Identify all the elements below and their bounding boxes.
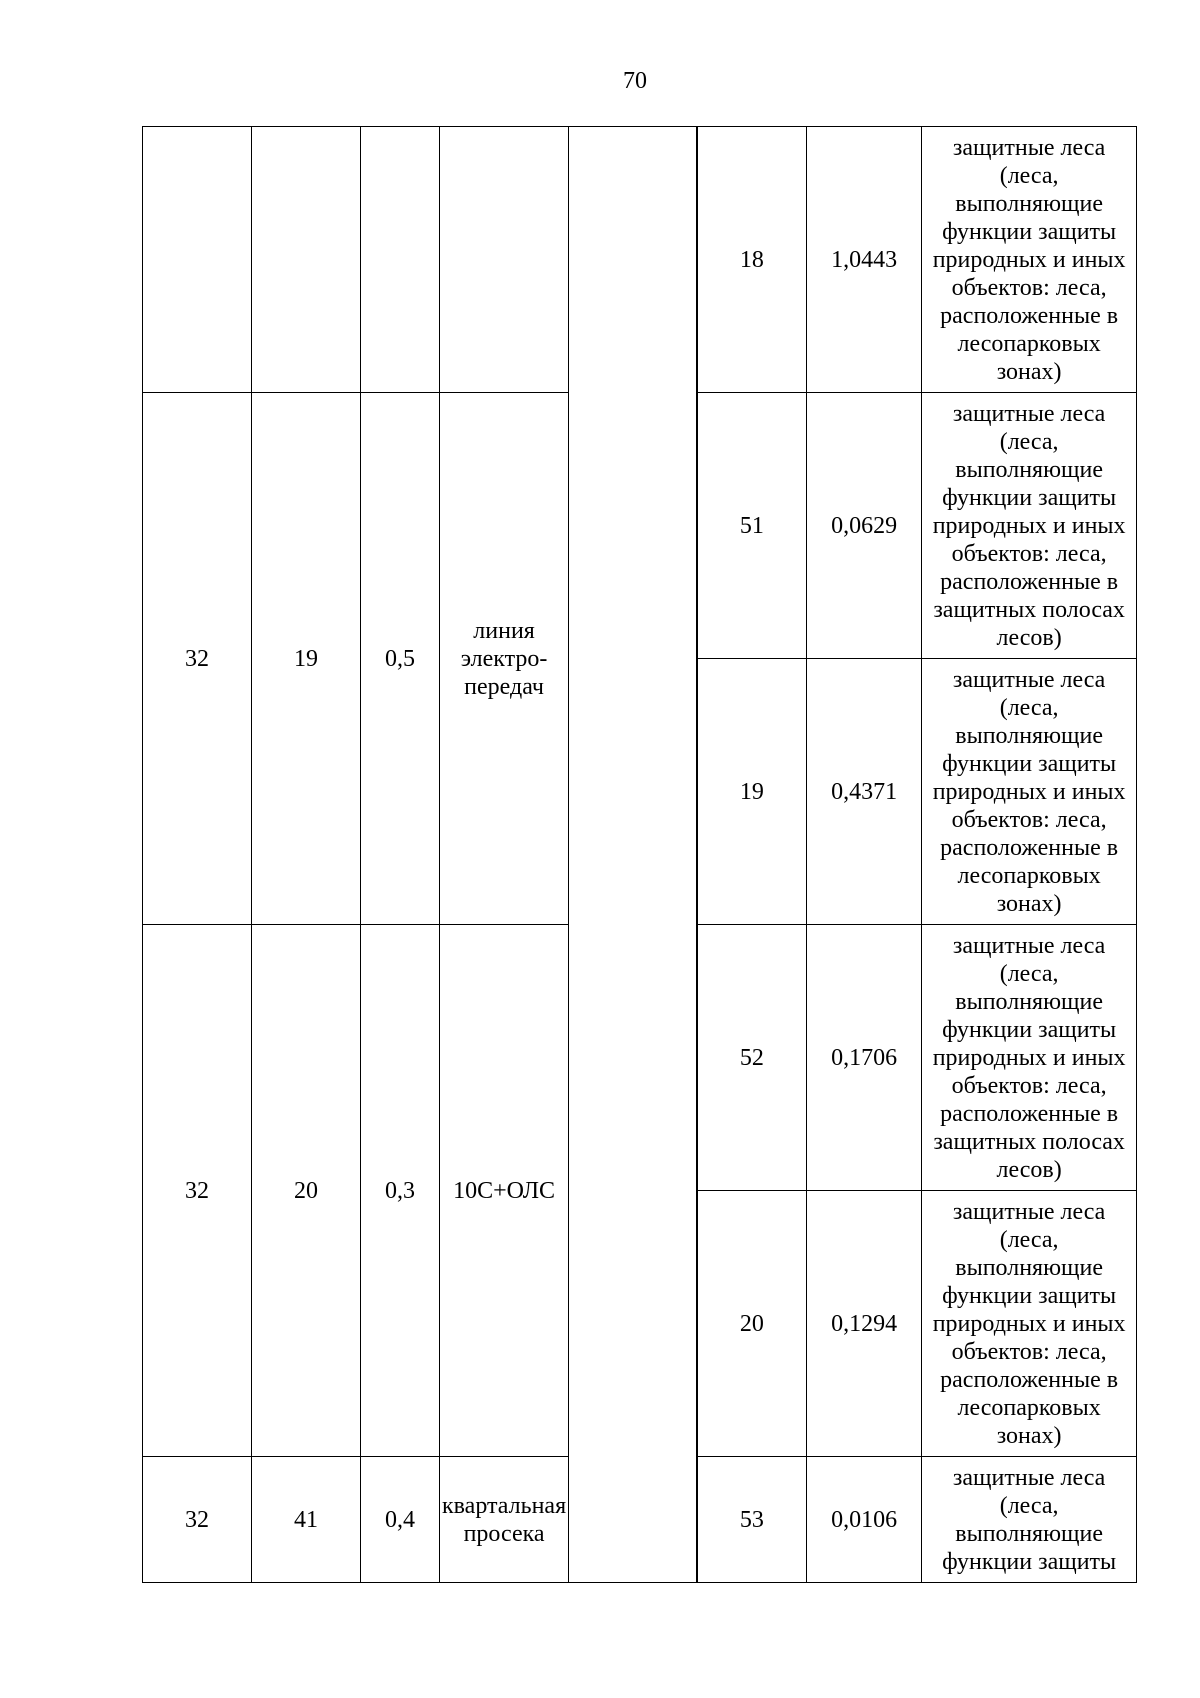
area-cell: 0,0106 [807, 1457, 922, 1583]
area-cell: 0,0629 [807, 393, 922, 659]
category-cell: защитные леса (леса, выполняющие функции защиты природных и иных объектов: леса, расположенные в лесопарковых зонах) [922, 659, 1137, 925]
blank-column-cell [569, 127, 697, 1583]
area-cell: 1,0443 [807, 127, 922, 393]
number-cell: 18 [697, 127, 807, 393]
page-number: 70 [623, 68, 647, 94]
area-cell: 0,1706 [807, 925, 922, 1191]
land-type-cell: 10С+ОЛС [440, 925, 569, 1457]
number-cell: 52 [697, 925, 807, 1191]
table-row [143, 127, 1137, 393]
number-cell: 19 [697, 659, 807, 925]
number-cell: 53 [697, 1457, 807, 1583]
number-cell: 20 [697, 1191, 807, 1457]
category-cell: защитные леса (леса, выполняющие функции защиты природных и иных объектов: леса, расположенные в защитных полосах лесов) [922, 393, 1137, 659]
section-cell: 20 [252, 925, 361, 1457]
size-cell: 0,3 [361, 925, 440, 1457]
land-type-cell [440, 127, 569, 393]
category-cell: защитные леса (леса, выполняющие функции защиты природных и иных объектов: леса, расположенные в защитных полосах лесов) [922, 925, 1137, 1191]
land-type-cell: линия электро-передач [440, 393, 569, 925]
quarter-cell [143, 127, 252, 393]
data-table [142, 126, 1137, 1583]
section-cell: 41 [252, 1457, 361, 1583]
area-cell: 0,1294 [807, 1191, 922, 1457]
section-cell [252, 127, 361, 393]
quarter-cell: 32 [143, 925, 252, 1457]
section-cell: 19 [252, 393, 361, 925]
category-cell: защитные леса (леса, выполняющие функции защиты [922, 1457, 1137, 1583]
quarter-cell: 32 [143, 1457, 252, 1583]
quarter-cell: 32 [143, 393, 252, 925]
category-cell: защитные леса (леса, выполняющие функции защиты природных и иных объектов: леса, расположенные в лесопарковых зонах) [922, 1191, 1137, 1457]
category-cell: защитные леса (леса, выполняющие функции защиты природных и иных объектов: леса, расположенные в лесопарковых зонах) [922, 127, 1137, 393]
size-cell: 0,4 [361, 1457, 440, 1583]
number-cell: 51 [697, 393, 807, 659]
size-cell [361, 127, 440, 393]
area-cell: 0,4371 [807, 659, 922, 925]
land-type-cell: квартальная просека [440, 1457, 569, 1583]
size-cell: 0,5 [361, 393, 440, 925]
